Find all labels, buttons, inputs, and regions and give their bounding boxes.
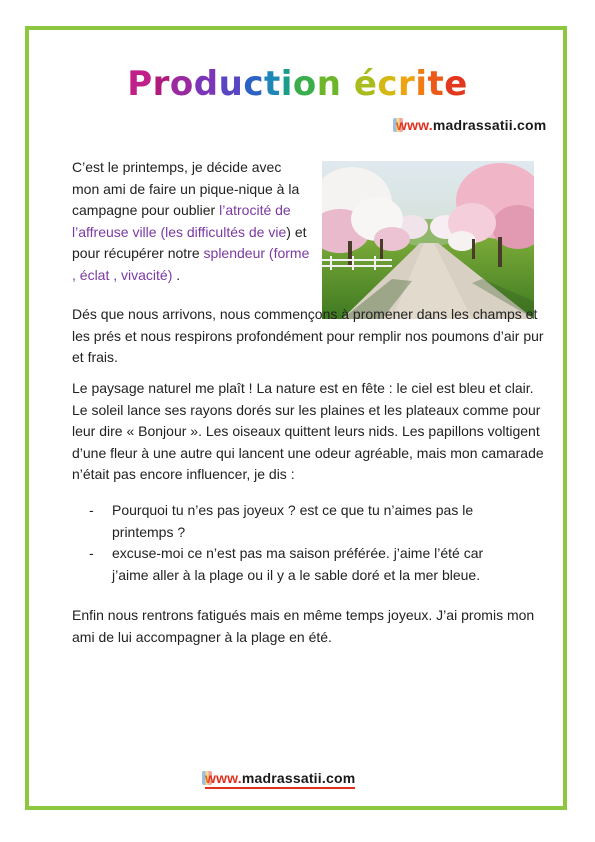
title-letter: i [280, 64, 293, 104]
site-link-top[interactable] [396, 117, 546, 133]
dialogue-line: printemps ? [112, 523, 186, 540]
intro-text-e: . [172, 266, 181, 283]
title-letter [341, 64, 353, 104]
intro-highlight-splendeur: splendeur (forme , éclat , vivacité) [72, 245, 310, 283]
site-underline [205, 787, 355, 789]
dialogue-dash: - [89, 502, 94, 518]
title-letter: t [427, 64, 445, 104]
title-letter: r [152, 64, 170, 104]
title-letter: d [193, 64, 219, 104]
dialogue-line: Pourquoi tu n’es pas joyeux ? est ce que tu n’aimes pas le [112, 502, 474, 518]
title-letter: e [444, 64, 468, 104]
photo-icon [322, 161, 534, 319]
paragraph-ending: Enfin nous rentrons fatigués mais en même temps joyeux. J’ai promis mon ami de lui accompagner à la plage en été. [72, 607, 535, 645]
title-letter: P [127, 64, 153, 104]
dialogue-item [72, 543, 542, 586]
title-letter: o [169, 64, 194, 104]
dialogue-line: excuse-moi ce n’est pas ma saison préférée. j’aime l’été car [112, 545, 484, 561]
site-www: www. [205, 770, 242, 786]
intro-text-a: C’est le printemps, je décide avec mon ami de faire un pique-nique à la campagne pour oublier [72, 159, 300, 218]
spring-road-photo [322, 161, 534, 319]
site-link-bottom[interactable] [205, 770, 355, 786]
title-letter: c [243, 64, 264, 104]
page-title [0, 64, 595, 104]
title-letter: n [316, 64, 342, 104]
site-www: www. [396, 117, 433, 133]
title-letter: o [292, 64, 317, 104]
title-letter: t [263, 64, 281, 104]
title-letter: r [398, 64, 416, 104]
dialogue-list [72, 500, 542, 586]
site-domain: madrassatii.com [241, 770, 356, 786]
title-letter: u [218, 64, 244, 104]
paragraph-landscape: Le paysage naturel me plaît ! La nature est en fête : le ciel est bleu et clair. Le soleil lance ses rayons dorés sur les plaines et les plateaux comme pour leur dire « Bonjour ». Les oiseaux quittent leurs nids. Les papillons voltigent d’une fleur à une autre qui lancent une odeur agréable, mais mon camarade n’était pas encore influencer, je dis : [72, 380, 544, 482]
paragraph-arrival: Dés que nous arrivons, nous commençons à promener dans les champs et les prés et nous respirons profondément pour remplir nos poumons d’air pur et frais. [72, 306, 544, 365]
intro-highlight-city: l’atrocité de l’affreuse ville (les difficultés de vie [72, 202, 291, 240]
paragraph-intro [72, 157, 312, 286]
site-domain: madrassatii.com [432, 117, 547, 133]
dialogue-item [72, 500, 542, 543]
title-letter: é [353, 64, 378, 104]
title-letter: i [415, 64, 428, 104]
title-letter: c [377, 64, 399, 104]
dialogue-dash: - [89, 545, 94, 561]
site-logo-icon [393, 118, 403, 132]
intro-text-c: ) et pour récupérer notre [72, 223, 307, 261]
dialogue-line: j’aime aller à la plage ou il y a le sable doré et la mer bleue. [112, 566, 481, 583]
site-logo-icon [202, 771, 212, 785]
